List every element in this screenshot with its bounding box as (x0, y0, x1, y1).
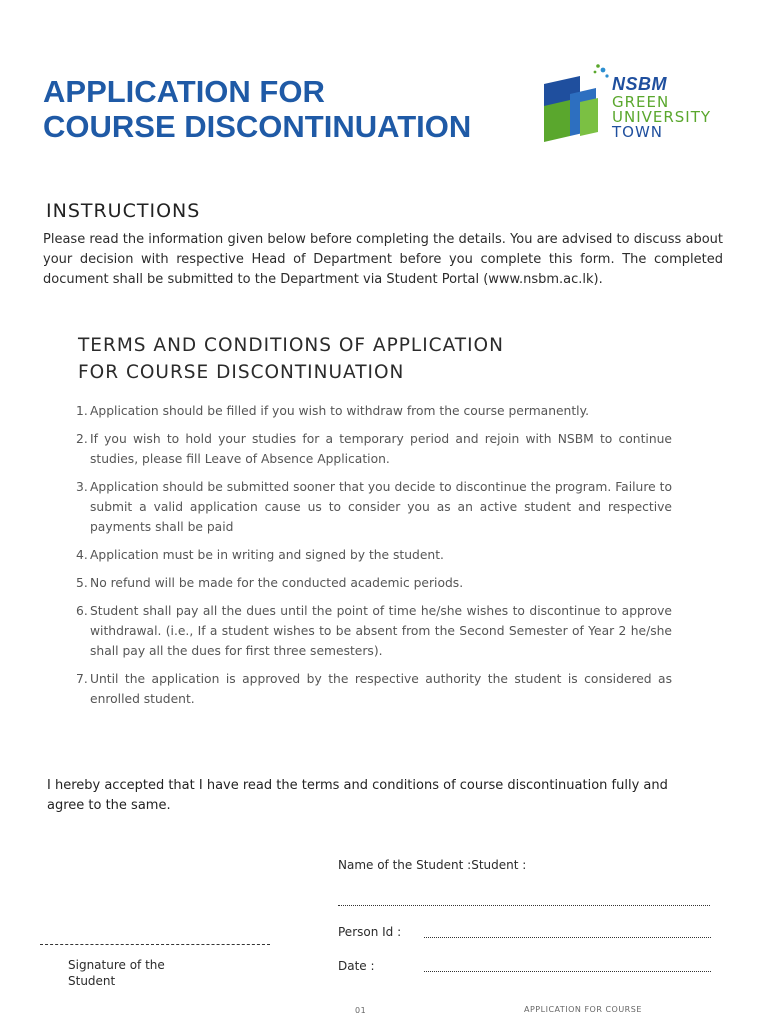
list-item: 2. If you wish to hold your studies for a temporary period and rejoin with NSBM to continue studies, please fill Leave of Absence Application. (76, 432, 672, 466)
logo-line-green: GREEN (612, 93, 670, 111)
logo-brand: NSBM (612, 74, 667, 94)
nsbm-logo (540, 58, 740, 148)
terms-heading-line-2: FOR COURSE DISCONTINUATION (78, 362, 405, 383)
terms-heading-line-1: TERMS AND CONDITIONS OF APPLICATION (78, 335, 504, 356)
list-item: 3. Application should be submitted sooner that you decide to discontinue the program. Failure to submit a valid application cause us to consider you as an active student and respective payments shall be paid (76, 480, 672, 534)
title-line-1: APPLICATION FOR (43, 74, 325, 109)
signature-line[interactable] (40, 944, 270, 945)
terms-heading (78, 332, 504, 386)
person-id-label: Person Id : (338, 925, 402, 939)
agreement-text: I hereby accepted that I have read the terms and conditions of course discontinuation fully and agree to the same. (47, 778, 668, 813)
terms-list (76, 401, 672, 717)
list-item: 1. Application should be filled if you wish to withdraw from the course permanently. (76, 404, 590, 418)
date-label: Date : (338, 959, 375, 973)
list-item: 7. Until the application is approved by the respective authority the student is considered as enrolled student. (76, 672, 672, 706)
student-name-field[interactable] (338, 905, 710, 906)
title-line-2: COURSE DISCONTINUATION (43, 109, 472, 144)
instructions-heading: INSTRUCTIONS (46, 200, 201, 222)
logo-line-town: TOWN (612, 123, 664, 141)
logo-line-university: UNIVERSITY (612, 108, 712, 126)
page-number: 01 (355, 1006, 367, 1015)
list-item: 6. Student shall pay all the dues until the point of time he/she wishes to discontinue to approve withdrawal. (i.e., If a student wishes to be absent from the Second Semester of Year 2 he/she shall pay all the dues for first three semesters). (76, 604, 672, 658)
list-item: 5. No refund will be made for the conducted academic periods. (76, 576, 464, 590)
footer-doc-title: APPLICATION FOR COURSE (524, 1005, 642, 1014)
student-name-label: Name of the Student :Student : (338, 858, 527, 872)
list-item: 4. Application must be in writing and signed by the student. (76, 548, 444, 562)
page-title (43, 74, 523, 144)
person-id-field[interactable] (424, 937, 711, 938)
nsbm-emblem-icon (540, 58, 612, 148)
date-field[interactable] (424, 971, 711, 972)
signature-label: Signature of the Student (68, 958, 165, 988)
instructions-text: Please read the information given below before completing the details. You are advised to discuss about your decision with respective Head of Department before you complete this form. The completed document shall be submitted to the Department via Student Portal (www.nsbm.ac.lk). (43, 232, 723, 287)
